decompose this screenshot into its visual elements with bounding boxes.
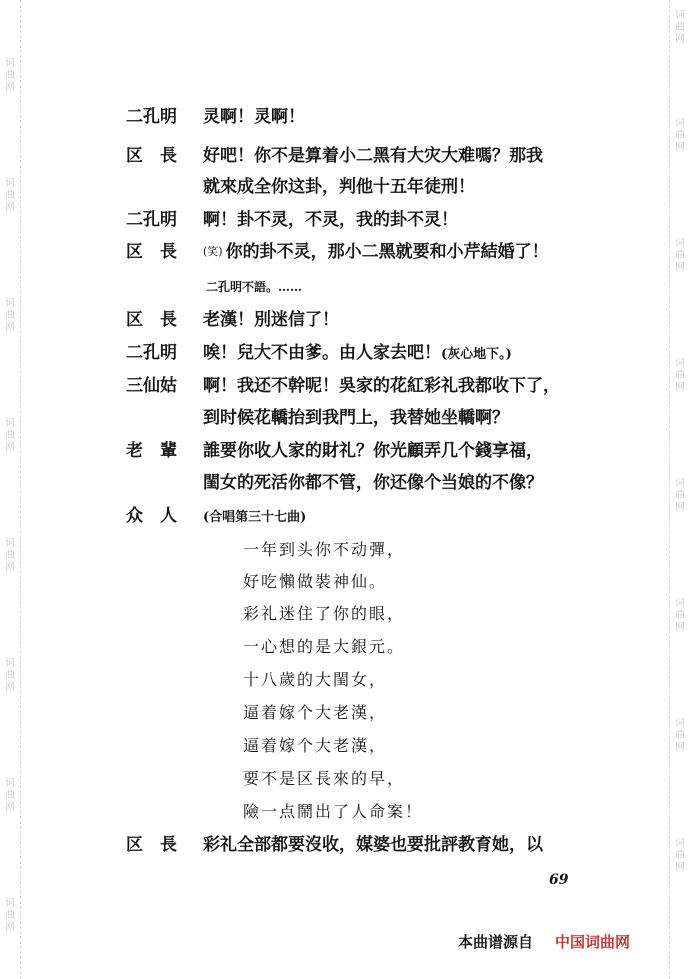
watermark-text: 词曲网 [5, 658, 15, 693]
verse-line: 一心想的是大銀元。 [243, 637, 406, 656]
verse-line: 逼着嫁个大老漢， [243, 736, 388, 755]
source-label: 本曲谱源自 [458, 933, 534, 951]
speaker-name: 区 長 [126, 310, 177, 330]
speaker-name: 二孔明 [126, 343, 177, 363]
watermark-text: 词曲网 [5, 298, 15, 333]
source-footer [458, 931, 630, 952]
speaker-name: 区 長 [126, 242, 177, 262]
source-site-link[interactable]: 中国词曲网 [555, 933, 631, 951]
speaker-name: 众 人 [126, 506, 177, 526]
watermark-text: 词曲网 [5, 898, 15, 933]
stage-direction: (合唱第三十七曲) [203, 510, 307, 525]
watermark-text: 词曲网 [675, 478, 685, 513]
speaker-name: 二孔明 [126, 107, 177, 127]
watermark-text: 词曲网 [5, 178, 15, 213]
watermark-text: 词曲网 [5, 538, 15, 573]
dialog-text: 你的卦不灵，那小二黑就要和小芹結婚了！ [225, 242, 549, 262]
dialog-line: 老漢！別迷信了！ [203, 310, 339, 330]
speaker-name: 三仙姑 [126, 376, 177, 396]
dialog-line: 好吧！你不是算着小二黑有大灾大难嗎？那我 [203, 146, 543, 166]
dialog-line: 灵啊！灵啊！ [203, 107, 305, 127]
speaker-name: 二孔明 [126, 210, 177, 230]
watermark-text: 词曲网 [675, 838, 685, 873]
dialog-line: 啊！卦不灵，不灵，我的卦不灵！ [203, 210, 458, 230]
dialog-text: 唉！兒大不由爹。由人家去吧！ [203, 343, 441, 363]
watermark-text: 词曲网 [675, 238, 685, 273]
right-watermark-strip [669, 0, 690, 979]
dialog-line: 閨女的死活你都不管，你还像个当娘的不像？ [203, 473, 543, 493]
watermark-text: 词曲网 [675, 118, 685, 153]
stage-direction: (灰心地下。) [441, 347, 512, 362]
stage-direction: 二孔明不語。…… [206, 280, 303, 294]
dialog-line: 啊！我还不幹呢！吳家的花紅彩礼我都收下了， [203, 376, 560, 396]
verse-line: 好吃懶做裝神仙。 [243, 572, 388, 591]
dialog-line [203, 341, 512, 367]
dialog-line [203, 504, 306, 530]
stage-cue: (笑) [203, 245, 223, 258]
watermark-text: 词曲网 [675, 358, 685, 393]
verse-line: 要不是区長來的早， [243, 769, 406, 788]
speaker-name: 区 長 [126, 835, 177, 855]
dialog-line: 誰要你收人家的財礼？你光顧弄几个錢享福， [203, 441, 543, 461]
watermark-text: 词曲网 [5, 58, 15, 93]
verse-line: 一年到头你不动彈， [243, 540, 406, 559]
verse-line: 彩礼迷住了你的眼， [243, 604, 406, 623]
speaker-name: 老 輩 [126, 441, 177, 461]
watermark-text: 词曲网 [675, 718, 685, 753]
watermark-text: 词曲网 [675, 598, 685, 633]
verse-line: 逼着嫁个大老漢， [243, 703, 388, 722]
dialog-line: 就來成全你这卦，判他十五年徒刑！ [203, 177, 475, 197]
dialog-line: 到时候花轎抬到我門上，我替她坐轎啊？ [203, 408, 509, 428]
watermark-text: 词曲网 [675, 10, 685, 45]
watermark-text: 词曲网 [5, 778, 15, 813]
dialog-line [203, 240, 549, 264]
verse-line: 十八歲的大閨女， [243, 670, 388, 689]
dialog-line: 彩礼全部都要沒收，媒婆也要批評教育她，以 [203, 835, 543, 855]
speaker-name: 区 長 [126, 146, 177, 166]
verse-line: 險一点鬧出了人命案！ [243, 802, 424, 821]
watermark-text: 词曲网 [5, 418, 15, 453]
page-number: 69 [549, 872, 569, 888]
left-watermark-strip [0, 0, 21, 979]
